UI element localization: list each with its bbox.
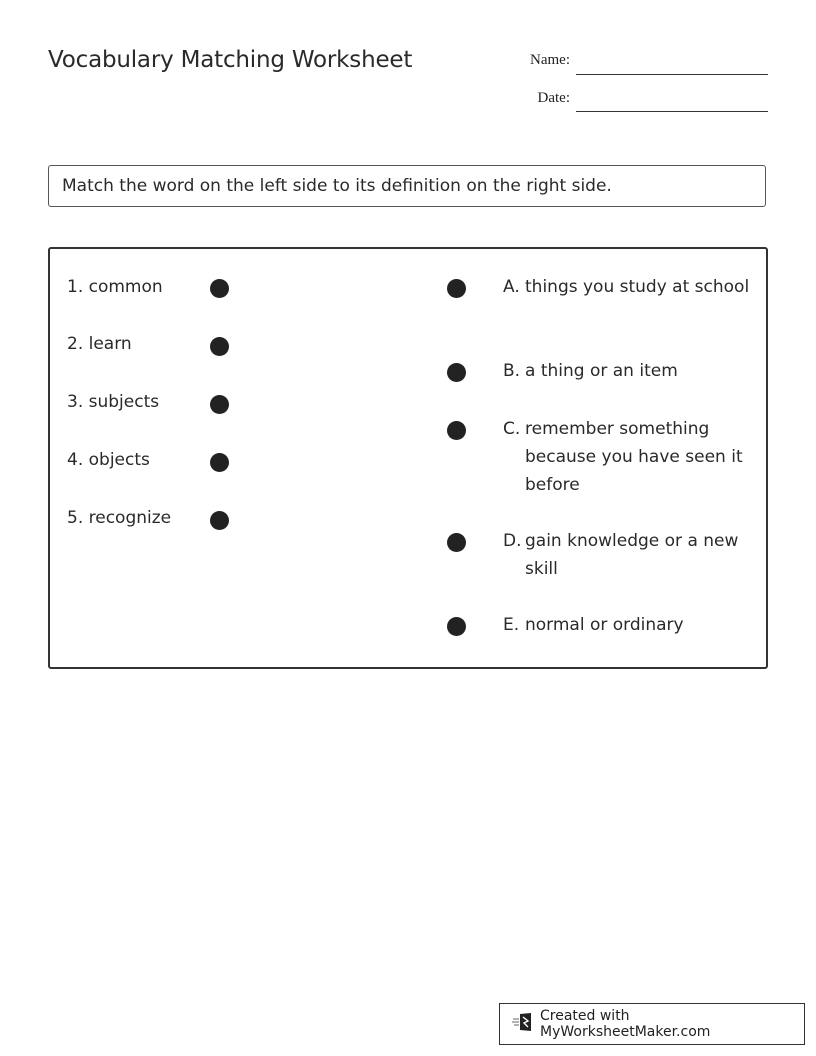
worksheet-logo-icon	[512, 1012, 540, 1036]
name-line[interactable]	[576, 74, 768, 75]
word-item: 1. common	[67, 277, 163, 297]
word-dot[interactable]	[210, 453, 229, 472]
instructions-box: Match the word on the left side to its definition on the right side.	[48, 165, 766, 207]
word-item: 2. learn	[67, 334, 132, 354]
name-label: Name:	[530, 52, 570, 68]
definition-item: C. remember something because you have seen it before	[503, 419, 743, 495]
definition-dot[interactable]	[447, 279, 466, 298]
word-item: 4. objects	[67, 450, 150, 470]
definition-dot[interactable]	[447, 363, 466, 382]
definition-item: A. things you study at school	[503, 277, 750, 297]
date-line[interactable]	[576, 111, 768, 112]
word-dot[interactable]	[210, 511, 229, 530]
word-item: 3. subjects	[67, 392, 160, 412]
footer-badge[interactable]	[499, 1003, 805, 1045]
definition-dot[interactable]	[447, 421, 466, 440]
word-dot[interactable]	[210, 279, 229, 298]
page-title: Vocabulary Matching Worksheet	[48, 47, 413, 73]
definition-dot[interactable]	[447, 533, 466, 552]
word-item: 5. recognize	[67, 508, 172, 528]
definition-item: D. gain knowledge or a new skill	[503, 531, 739, 579]
definition-dot[interactable]	[447, 617, 466, 636]
footer-text: Created with MyWorksheetMaker.com	[540, 1008, 711, 1040]
matching-box	[48, 247, 768, 669]
definition-item: B. a thing or an item	[503, 361, 678, 381]
date-label: Date:	[537, 90, 570, 106]
word-dot[interactable]	[210, 337, 229, 356]
definition-item: E. normal or ordinary	[503, 615, 684, 635]
word-dot[interactable]	[210, 395, 229, 414]
